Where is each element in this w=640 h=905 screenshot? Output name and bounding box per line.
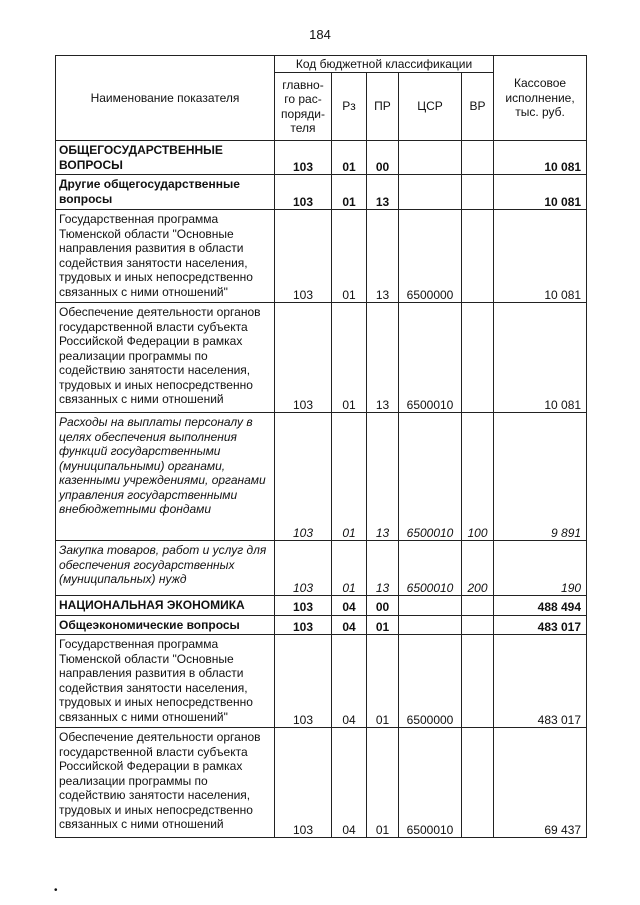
col-header-grbs: главно-го рас-поряди-теля [275, 73, 332, 141]
row-csr [399, 596, 462, 616]
table-row [56, 596, 587, 616]
row-rz: 04 [332, 728, 367, 838]
row-grbs: 103 [275, 303, 332, 413]
page-number: 184 [309, 27, 331, 42]
row-pr: 13 [367, 413, 399, 541]
row-grbs: 103 [275, 413, 332, 541]
budget-table [55, 55, 587, 838]
row-name: ОБЩЕГОСУДАРСТВЕННЫЕ ВОПРОСЫ [56, 141, 275, 175]
table-row [56, 303, 587, 413]
row-amount: 483 017 [494, 615, 587, 635]
row-vr [462, 615, 494, 635]
row-amount: 10 081 [494, 175, 587, 210]
row-grbs: 103 [275, 596, 332, 616]
row-rz: 04 [332, 596, 367, 616]
row-csr: 6500010 [399, 541, 462, 596]
row-rz: 01 [332, 303, 367, 413]
row-csr [399, 175, 462, 210]
col-header-name: Наименование показателя [56, 56, 275, 141]
row-name: Расходы на выплаты персоналу в целях обеспечения выполнения функций государственными (муниципальными) органами, казенными учреждениями, органами управления государственными внебюджетными фондами [56, 413, 275, 541]
row-rz: 04 [332, 635, 367, 728]
row-vr: 200 [462, 541, 494, 596]
row-amount: 483 017 [494, 635, 587, 728]
row-amount: 10 081 [494, 210, 587, 303]
row-amount: 69 437 [494, 728, 587, 838]
table-row [56, 210, 587, 303]
table-row [56, 615, 587, 635]
col-header-amount: Кассовое исполнение, тыс. руб. [494, 56, 587, 141]
table-row [56, 413, 587, 541]
row-csr: 6500000 [399, 635, 462, 728]
row-amount: 10 081 [494, 303, 587, 413]
row-csr: 6500000 [399, 210, 462, 303]
row-pr: 13 [367, 210, 399, 303]
row-csr: 6500010 [399, 728, 462, 838]
row-name: Закупка товаров, работ и услуг для обеспечения государственных (муниципальных) нужд [56, 541, 275, 596]
row-rz: 01 [332, 141, 367, 175]
row-rz: 01 [332, 175, 367, 210]
row-name: Государственная программа Тюменской области "Основные направления развития в области содействия занятости населения, трудовых и иных непосредственно связанных с ними отношений" [56, 210, 275, 303]
row-csr [399, 615, 462, 635]
row-grbs: 103 [275, 175, 332, 210]
row-pr: 00 [367, 596, 399, 616]
row-vr [462, 728, 494, 838]
table-row [56, 541, 587, 596]
row-vr [462, 175, 494, 210]
table-row [56, 635, 587, 728]
row-grbs: 103 [275, 615, 332, 635]
row-pr: 01 [367, 615, 399, 635]
col-header-rz: Рз [332, 73, 367, 141]
row-pr: 01 [367, 728, 399, 838]
col-header-vr: ВР [462, 73, 494, 141]
page-mark: • [54, 885, 58, 896]
row-grbs: 103 [275, 635, 332, 728]
row-vr [462, 210, 494, 303]
row-name: НАЦИОНАЛЬНАЯ ЭКОНОМИКА [56, 596, 275, 616]
row-grbs: 103 [275, 210, 332, 303]
row-rz: 01 [332, 210, 367, 303]
row-vr [462, 635, 494, 728]
row-amount: 9 891 [494, 413, 587, 541]
table-row [56, 141, 587, 175]
row-amount: 488 494 [494, 596, 587, 616]
row-rz: 04 [332, 615, 367, 635]
row-amount: 10 081 [494, 141, 587, 175]
table-row [56, 728, 587, 838]
row-name: Другие общегосударственные вопросы [56, 175, 275, 210]
row-pr: 13 [367, 175, 399, 210]
col-header-pr: ПР [367, 73, 399, 141]
col-header-group: Код бюджетной классификации [275, 56, 494, 73]
row-rz: 01 [332, 413, 367, 541]
row-amount: 190 [494, 541, 587, 596]
row-vr [462, 303, 494, 413]
row-grbs: 103 [275, 141, 332, 175]
row-name: Общеэкономические вопросы [56, 615, 275, 635]
row-pr: 13 [367, 541, 399, 596]
table-row [56, 175, 587, 210]
col-header-csr: ЦСР [399, 73, 462, 141]
row-csr [399, 141, 462, 175]
row-grbs: 103 [275, 728, 332, 838]
row-csr: 6500010 [399, 413, 462, 541]
row-csr: 6500010 [399, 303, 462, 413]
row-pr: 01 [367, 635, 399, 728]
row-name: Обеспечение деятельности органов государственной власти субъекта Российской Федерации в рамках реализации программы по содействию занятости населения, трудовых и иных непосредственно связанных с ними отношений [56, 728, 275, 838]
row-vr [462, 141, 494, 175]
row-name: Обеспечение деятельности органов государственной власти субъекта Российской Федерации в рамках реализации программы по содействию занятости населения, трудовых и иных непосредственно связанных с ними отношений [56, 303, 275, 413]
row-vr: 100 [462, 413, 494, 541]
row-pr: 13 [367, 303, 399, 413]
row-rz: 01 [332, 541, 367, 596]
row-pr: 00 [367, 141, 399, 175]
row-name: Государственная программа Тюменской области "Основные направления развития в области содействия занятости населения, трудовых и иных непосредственно связанных с ними отношений" [56, 635, 275, 728]
row-grbs: 103 [275, 541, 332, 596]
row-vr [462, 596, 494, 616]
